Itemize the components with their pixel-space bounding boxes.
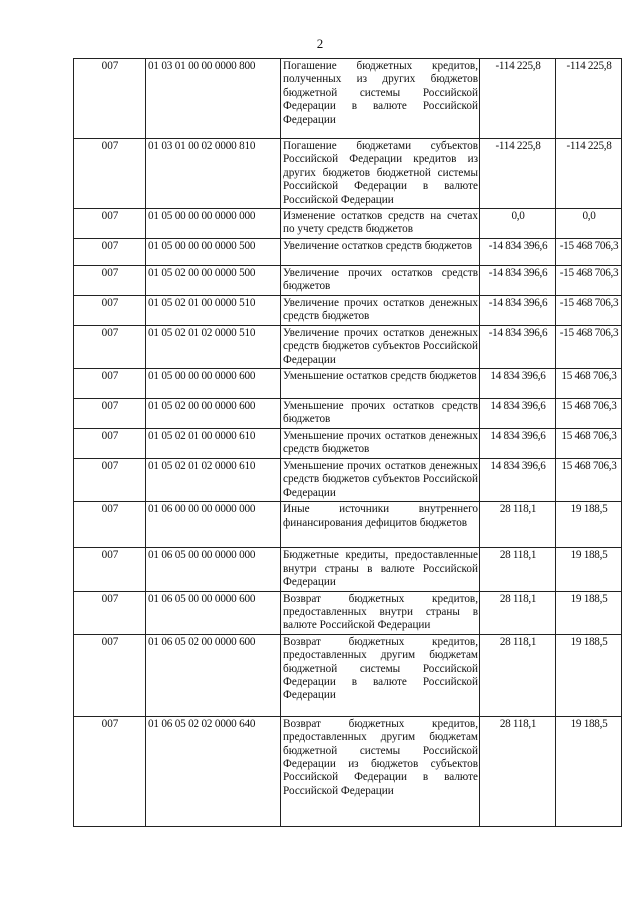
budget-classification-code-cell: 01 06 05 00 00 0000 600 xyxy=(146,591,281,634)
budget-classification-code-cell: 01 05 02 00 00 0000 600 xyxy=(146,399,281,429)
table-row xyxy=(74,209,622,239)
table-row xyxy=(74,369,622,399)
amount-year2-cell: 15 468 706,3 xyxy=(556,369,622,399)
admin-code-cell: 007 xyxy=(74,459,146,502)
admin-code-cell: 007 xyxy=(74,548,146,591)
amount-year1-cell: -114 225,8 xyxy=(480,139,556,209)
amount-year1-cell: 28 118,1 xyxy=(480,716,556,826)
amount-year1-cell: 14 834 396,6 xyxy=(480,399,556,429)
amount-year1-cell: 14 834 396,6 xyxy=(480,429,556,459)
source-name-cell: Увеличение прочих остатков средств бюджетов xyxy=(281,265,480,295)
budget-classification-code-cell: 01 03 01 00 02 0000 810 xyxy=(146,139,281,209)
budget-classification-code-cell: 01 05 02 00 00 0000 500 xyxy=(146,265,281,295)
budget-classification-code-cell: 01 05 02 01 00 0000 610 xyxy=(146,429,281,459)
admin-code-cell: 007 xyxy=(74,634,146,716)
amount-year2-cell: 19 188,5 xyxy=(556,548,622,591)
source-name-cell: Погашение бюджетных кредитов, полученных из других бюджетов бюджетной системы Российской Федерации в валюте Российской Федерации xyxy=(281,59,480,139)
amount-year2-cell: 19 188,5 xyxy=(556,502,622,548)
budget-classification-code-cell: 01 06 05 02 00 0000 600 xyxy=(146,634,281,716)
admin-code-cell: 007 xyxy=(74,429,146,459)
table-row xyxy=(74,716,622,826)
amount-year1-cell: -14 834 396,6 xyxy=(480,295,556,325)
amount-year1-cell: 28 118,1 xyxy=(480,591,556,634)
amount-year2-cell: 19 188,5 xyxy=(556,591,622,634)
amount-year2-cell: 19 188,5 xyxy=(556,716,622,826)
budget-classification-code-cell: 01 05 02 01 02 0000 610 xyxy=(146,459,281,502)
table-row xyxy=(74,429,622,459)
admin-code-cell: 007 xyxy=(74,369,146,399)
table-row xyxy=(74,139,622,209)
source-name-cell: Увеличение прочих остатков денежных средств бюджетов субъектов Российской Федерации xyxy=(281,325,480,368)
admin-code-cell: 007 xyxy=(74,716,146,826)
amount-year2-cell: -15 468 706,3 xyxy=(556,238,622,265)
amount-year2-cell: -114 225,8 xyxy=(556,59,622,139)
amount-year1-cell: -14 834 396,6 xyxy=(480,265,556,295)
table-body xyxy=(74,59,622,827)
amount-year2-cell: 15 468 706,3 xyxy=(556,459,622,502)
amount-year1-cell: -14 834 396,6 xyxy=(480,238,556,265)
admin-code-cell: 007 xyxy=(74,295,146,325)
source-name-cell: Увеличение прочих остатков денежных средств бюджетов xyxy=(281,295,480,325)
amount-year2-cell: -15 468 706,3 xyxy=(556,295,622,325)
budget-classification-code-cell: 01 05 00 00 00 0000 600 xyxy=(146,369,281,399)
admin-code-cell: 007 xyxy=(74,238,146,265)
budget-classification-code-cell: 01 05 02 01 00 0000 510 xyxy=(146,295,281,325)
admin-code-cell: 007 xyxy=(74,325,146,368)
page-number: 2 xyxy=(316,36,324,51)
amount-year1-cell: 28 118,1 xyxy=(480,634,556,716)
source-name-cell: Погашение бюджетами субъектов Российской Федерации кредитов из других бюджетов бюджетной системы Российской Федерации в валюте Российской Федерации xyxy=(281,139,480,209)
source-name-cell: Бюджетные кредиты, предоставленные внутри страны в валюте Российской Федерации xyxy=(281,548,480,591)
budget-classification-code-cell: 01 06 05 02 02 0000 640 xyxy=(146,716,281,826)
source-name-cell: Возврат бюджетных кредитов, предоставленных другим бюджетам бюджетной системы Российской Федерации из бюджетов субъектов Российской Федерации в валюте Российской Федерации xyxy=(281,716,480,826)
budget-classification-code-cell: 01 03 01 00 00 0000 800 xyxy=(146,59,281,139)
table-row xyxy=(74,59,622,139)
admin-code-cell: 007 xyxy=(74,502,146,548)
table-row xyxy=(74,238,622,265)
budget-classification-code-cell: 01 05 00 00 00 0000 000 xyxy=(146,209,281,239)
table-row xyxy=(74,325,622,368)
table-row xyxy=(74,502,622,548)
amount-year2-cell: 15 468 706,3 xyxy=(556,399,622,429)
budget-sources-table xyxy=(73,58,622,827)
source-name-cell: Изменение остатков средств на счетах по учету средств бюджетов xyxy=(281,209,480,239)
table-row xyxy=(74,295,622,325)
amount-year2-cell: -15 468 706,3 xyxy=(556,325,622,368)
budget-classification-code-cell: 01 05 00 00 00 0000 500 xyxy=(146,238,281,265)
admin-code-cell: 007 xyxy=(74,265,146,295)
table-row xyxy=(74,265,622,295)
amount-year1-cell: 0,0 xyxy=(480,209,556,239)
budget-classification-code-cell: 01 05 02 01 02 0000 510 xyxy=(146,325,281,368)
amount-year2-cell: 15 468 706,3 xyxy=(556,429,622,459)
amount-year1-cell: -14 834 396,6 xyxy=(480,325,556,368)
amount-year1-cell: -114 225,8 xyxy=(480,59,556,139)
source-name-cell: Уменьшение остатков средств бюджетов xyxy=(281,369,480,399)
admin-code-cell: 007 xyxy=(74,591,146,634)
source-name-cell: Уменьшение прочих остатков средств бюджетов xyxy=(281,399,480,429)
amount-year2-cell: -15 468 706,3 xyxy=(556,265,622,295)
amount-year1-cell: 28 118,1 xyxy=(480,502,556,548)
amount-year1-cell: 28 118,1 xyxy=(480,548,556,591)
table-row xyxy=(74,591,622,634)
amount-year2-cell: 0,0 xyxy=(556,209,622,239)
source-name-cell: Возврат бюджетных кредитов, предоставленных другим бюджетам бюджетной системы Российской Федерации в валюте Российской Федерации xyxy=(281,634,480,716)
source-name-cell: Уменьшение прочих остатков денежных средств бюджетов субъектов Российской Федерации xyxy=(281,459,480,502)
source-name-cell: Возврат бюджетных кредитов, предоставленных внутри страны в валюте Российской Федерации xyxy=(281,591,480,634)
table-row xyxy=(74,548,622,591)
amount-year2-cell: 19 188,5 xyxy=(556,634,622,716)
table-row xyxy=(74,459,622,502)
table-row xyxy=(74,634,622,716)
budget-classification-code-cell: 01 06 05 00 00 0000 000 xyxy=(146,548,281,591)
table-row xyxy=(74,399,622,429)
amount-year2-cell: -114 225,8 xyxy=(556,139,622,209)
amount-year1-cell: 14 834 396,6 xyxy=(480,459,556,502)
admin-code-cell: 007 xyxy=(74,209,146,239)
source-name-cell: Иные источники внутреннего финансирования дефицитов бюджетов xyxy=(281,502,480,548)
amount-year1-cell: 14 834 396,6 xyxy=(480,369,556,399)
admin-code-cell: 007 xyxy=(74,59,146,139)
admin-code-cell: 007 xyxy=(74,399,146,429)
budget-classification-code-cell: 01 06 00 00 00 0000 000 xyxy=(146,502,281,548)
source-name-cell: Уменьшение прочих остатков денежных средств бюджетов xyxy=(281,429,480,459)
admin-code-cell: 007 xyxy=(74,139,146,209)
source-name-cell: Увеличение остатков средств бюджетов xyxy=(281,238,480,265)
